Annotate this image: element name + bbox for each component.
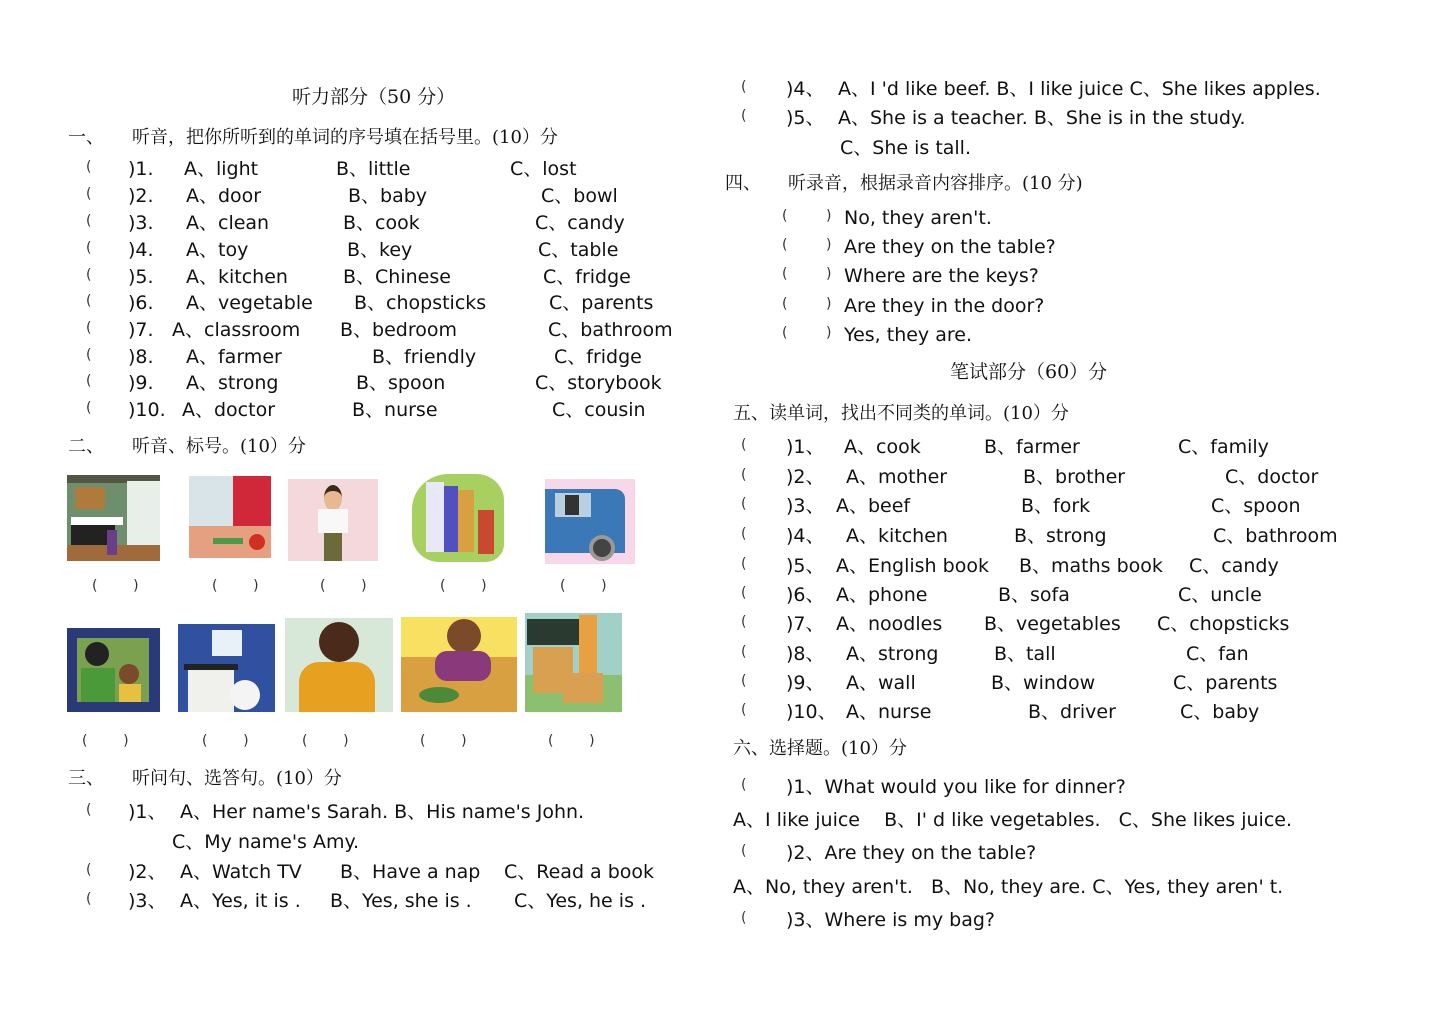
sec1-option-c: C、candy <box>535 212 625 234</box>
answer-blank[interactable]: ( <box>741 556 747 572</box>
sec5-item-number: )10、 <box>786 701 837 723</box>
answer-blank[interactable]: ( <box>741 437 747 453</box>
picture-answer-blank[interactable]: ( ) <box>548 733 595 749</box>
sec5-option-c: C、chopsticks <box>1157 613 1290 635</box>
listening-title: 听力部分（50 分） <box>292 86 456 108</box>
sec1-item-number: )3. <box>128 212 154 234</box>
close-paren: ) <box>826 325 832 341</box>
sec1-number: 一、 <box>68 127 104 148</box>
sec3-q4-options: A、I 'd like beef. B、I like juice C、She likes apples. <box>838 78 1321 100</box>
sec2-title: 听音、标号。(10）分 <box>132 436 306 457</box>
picture-cutting-vegetables <box>189 476 271 558</box>
sec4-sentence: No, they aren't. <box>844 207 992 229</box>
picture-answer-blank[interactable]: ( ) <box>212 578 259 594</box>
sec1-item-number: )1. <box>128 158 154 180</box>
picture-boy-on-phone <box>285 618 393 712</box>
answer-blank[interactable]: ( <box>741 79 747 95</box>
sec5-option-a: A、strong <box>846 643 939 665</box>
sec5-option-c: C、uncle <box>1178 584 1262 606</box>
sec5-option-a: A、mother <box>846 466 948 488</box>
sec1-option-a: A、doctor <box>182 399 276 421</box>
sec3-q4-number: )4、 <box>786 78 825 100</box>
sec5-option-b: B、fork <box>1021 495 1091 517</box>
picture-classroom <box>525 613 622 712</box>
sec5-option-b: B、farmer <box>984 436 1080 458</box>
sec3-q3-option-a: A、Yes, it is . <box>180 890 301 912</box>
answer-blank[interactable]: ( <box>86 400 92 416</box>
sec1-option-c: C、parents <box>549 292 654 314</box>
answer-blank[interactable]: ( <box>86 213 92 229</box>
sec6-q1-options: A、I like juice B、I' d like vegetables. C、She likes juice. <box>733 809 1293 831</box>
sec3-q1-options: A、Her name's Sarah. B、His name's John. <box>180 801 585 823</box>
answer-blank[interactable]: ( <box>782 237 788 253</box>
sec5-item-number: )9、 <box>786 672 825 694</box>
sec1-option-c: C、cousin <box>552 399 646 421</box>
sec2-number: 二、 <box>68 436 104 457</box>
answer-blank[interactable]: ( <box>741 585 747 601</box>
sec3-q3-option-c: C、Yes, he is . <box>514 890 647 912</box>
sec1-option-b: B、chopsticks <box>354 292 487 314</box>
answer-blank[interactable]: ( <box>741 108 747 124</box>
sec3-title: 听问句、选答句。(10）分 <box>132 768 342 789</box>
sec4-number: 四、 <box>725 173 761 194</box>
sec1-title: 听音，把你所听到的单词的序号填在括号里。(10）分 <box>132 127 558 148</box>
sec3-number: 三、 <box>68 768 104 789</box>
sec3-q3-number: )3、 <box>128 890 167 912</box>
sec1-option-b: B、bedroom <box>340 319 457 341</box>
sec3-q2-option-b: B、Have a nap <box>340 861 481 883</box>
answer-blank[interactable]: ( <box>741 526 747 542</box>
sec5-option-a: A、cook <box>844 436 921 458</box>
sec5-item-number: )3、 <box>786 495 825 517</box>
answer-blank[interactable]: ( <box>782 266 788 282</box>
sec5-option-a: A、kitchen <box>846 525 948 547</box>
sec5-option-c: C、bathroom <box>1213 525 1338 547</box>
sec6-q1: )1、What would you like for dinner? <box>786 776 1126 798</box>
sec5-option-b: B、driver <box>1028 701 1116 723</box>
sec5-item-number: )1、 <box>786 436 825 458</box>
sec3-q5-number: )5、 <box>786 107 825 129</box>
picture-answer-blank[interactable]: ( ) <box>420 733 467 749</box>
close-paren: ) <box>826 296 832 312</box>
sec5-option-b: B、strong <box>1014 525 1107 547</box>
sec6-title: 六、选择题。(10）分 <box>733 738 907 759</box>
sec1-option-b: B、cook <box>343 212 420 234</box>
sec5-option-a: A、nurse <box>846 701 932 723</box>
sec6-q3: )3、Where is my bag? <box>786 909 996 931</box>
sec4-title: 听录音，根据录音内容排序。(10 分) <box>788 173 1083 194</box>
sec3-q1-option-c: C、My name's Amy. <box>172 831 360 853</box>
sec1-option-b: B、little <box>336 158 411 180</box>
sec1-item-number: )9. <box>128 372 154 394</box>
answer-blank[interactable]: ( <box>741 702 747 718</box>
writing-title: 笔试部分（60）分 <box>950 361 1108 383</box>
sec3-q5-option-c: C、She is tall. <box>840 137 972 159</box>
sec5-option-c: C、family <box>1178 436 1269 458</box>
picture-study-room <box>67 475 160 561</box>
sec3-q1-number: )1、 <box>128 801 167 823</box>
sec1-item-number: )8. <box>128 346 154 368</box>
sec4-sentence: Are they in the door? <box>844 295 1045 317</box>
sec1-option-a: A、strong <box>186 372 279 394</box>
sec1-option-b: B、Chinese <box>343 266 451 288</box>
picture-answer-blank[interactable]: ( ) <box>202 733 249 749</box>
sec5-option-a: A、noodles <box>836 613 943 635</box>
sec1-item-number: )6. <box>128 292 154 314</box>
sec4-sentence: Are they on the table? <box>844 236 1056 258</box>
sec1-option-b: B、baby <box>348 185 428 207</box>
sec5-option-b: B、maths book <box>1019 555 1163 577</box>
sec3-q5-options: A、She is a teacher. B、She is in the study. <box>838 107 1246 129</box>
sec3-q2-number: )2、 <box>128 861 167 883</box>
sec5-option-b: B、tall <box>994 643 1056 665</box>
close-paren: ) <box>826 237 832 253</box>
answer-blank[interactable]: ( <box>741 496 747 512</box>
sec6-q2-options: A、No, they aren't. B、No, they are. C、Yes, they aren' t. <box>733 876 1284 898</box>
answer-blank[interactable]: ( <box>741 777 747 793</box>
answer-blank[interactable]: ( <box>86 802 92 818</box>
sec1-option-a: A、light <box>184 158 259 180</box>
sec1-option-a: A、kitchen <box>186 266 288 288</box>
sec1-option-b: B、key <box>347 239 413 261</box>
sec5-option-c: C、baby <box>1180 701 1260 723</box>
answer-blank[interactable]: ( <box>782 208 788 224</box>
answer-blank[interactable]: ( <box>782 296 788 312</box>
sec1-option-b: B、spoon <box>356 372 446 394</box>
sec5-title: 五、读单词，找出不同类的单词。(10）分 <box>733 403 1069 424</box>
sec5-option-c: C、candy <box>1189 555 1279 577</box>
close-paren: ) <box>826 266 832 282</box>
sec1-option-a: A、door <box>186 185 262 207</box>
answer-blank[interactable]: ( <box>86 320 92 336</box>
sec5-item-number: )7、 <box>786 613 825 635</box>
sec5-item-number: )2、 <box>786 466 825 488</box>
sec3-q3-option-b: B、Yes, she is . <box>330 890 472 912</box>
sec5-option-a: A、beef <box>836 495 911 517</box>
answer-blank[interactable]: ( <box>86 240 92 256</box>
answer-blank[interactable]: ( <box>86 186 92 202</box>
answer-blank[interactable]: ( <box>741 843 747 859</box>
sec1-option-c: C、table <box>538 239 619 261</box>
answer-blank[interactable]: ( <box>86 159 92 175</box>
sec5-option-a: A、wall <box>846 672 916 694</box>
picture-answer-blank[interactable]: ( ) <box>92 578 139 594</box>
picture-answer-blank[interactable]: ( ) <box>320 578 367 594</box>
sec5-option-b: B、brother <box>1023 466 1126 488</box>
picture-boy-and-friend <box>67 628 160 712</box>
picture-bathroom <box>178 624 275 712</box>
sec5-item-number: )6、 <box>786 584 825 606</box>
sec1-option-c: C、lost <box>510 158 577 180</box>
sec5-option-c: C、parents <box>1173 672 1278 694</box>
answer-blank[interactable]: ( <box>86 373 92 389</box>
sec1-option-c: C、storybook <box>535 372 662 394</box>
sec1-option-c: C、fridge <box>543 266 631 288</box>
picture-driver-in-car <box>545 479 635 564</box>
sec5-item-number: )4、 <box>786 525 825 547</box>
sec1-option-b: B、friendly <box>372 346 477 368</box>
sec5-option-c: C、spoon <box>1211 495 1301 517</box>
answer-blank[interactable]: ( <box>86 891 92 907</box>
picture-girl-with-book <box>401 617 517 712</box>
answer-blank[interactable]: ( <box>86 347 92 363</box>
answer-blank[interactable]: ( <box>86 293 92 309</box>
sec1-item-number: )4. <box>128 239 154 261</box>
sec1-option-b: B、nurse <box>352 399 438 421</box>
sec6-q2: )2、Are they on the table? <box>786 842 1037 864</box>
answer-blank[interactable]: ( <box>741 467 747 483</box>
sec1-option-a: A、farmer <box>186 346 282 368</box>
sec5-option-a: A、phone <box>836 584 928 606</box>
picture-answer-blank[interactable]: ( ) <box>560 578 607 594</box>
answer-blank[interactable]: ( <box>741 644 747 660</box>
picture-boy-with-glasses <box>288 479 378 561</box>
picture-answer-blank[interactable]: ( ) <box>82 733 129 749</box>
answer-blank[interactable]: ( <box>86 267 92 283</box>
sec1-option-c: C、bowl <box>541 185 618 207</box>
sec1-option-c: C、fridge <box>554 346 642 368</box>
sec5-item-number: )8、 <box>786 643 825 665</box>
sec1-option-c: C、bathroom <box>548 319 673 341</box>
sec4-sentence: Yes, they are. <box>844 324 972 346</box>
sec1-item-number: )5. <box>128 266 154 288</box>
sec1-option-a: A、vegetable <box>186 292 313 314</box>
sec5-item-number: )5、 <box>786 555 825 577</box>
sec4-sentence: Where are the keys? <box>844 265 1039 287</box>
sec1-option-a: A、classroom <box>172 319 301 341</box>
sec3-q2-option-c: C、Read a book <box>504 861 655 883</box>
sec5-option-b: B、vegetables <box>984 613 1121 635</box>
picture-answer-blank[interactable]: ( ) <box>302 733 349 749</box>
sec5-option-a: A、English book <box>836 555 989 577</box>
sec5-option-c: C、fan <box>1186 643 1249 665</box>
picture-books <box>412 474 504 562</box>
picture-answer-blank[interactable]: ( ) <box>440 578 487 594</box>
sec3-q2-option-a: A、Watch TV <box>180 861 302 883</box>
sec1-item-number: )7. <box>128 319 154 341</box>
close-paren: ) <box>826 208 832 224</box>
answer-blank[interactable]: ( <box>782 325 788 341</box>
sec1-item-number: )10. <box>128 399 166 421</box>
answer-blank[interactable]: ( <box>741 673 747 689</box>
sec1-option-a: A、clean <box>186 212 270 234</box>
sec5-option-b: B、window <box>991 672 1096 694</box>
answer-blank[interactable]: ( <box>741 910 747 926</box>
sec5-option-c: C、doctor <box>1225 466 1319 488</box>
sec1-item-number: )2. <box>128 185 154 207</box>
answer-blank[interactable]: ( <box>86 862 92 878</box>
sec1-option-a: A、toy <box>186 239 249 261</box>
answer-blank[interactable]: ( <box>741 614 747 630</box>
sec5-option-b: B、sofa <box>998 584 1070 606</box>
